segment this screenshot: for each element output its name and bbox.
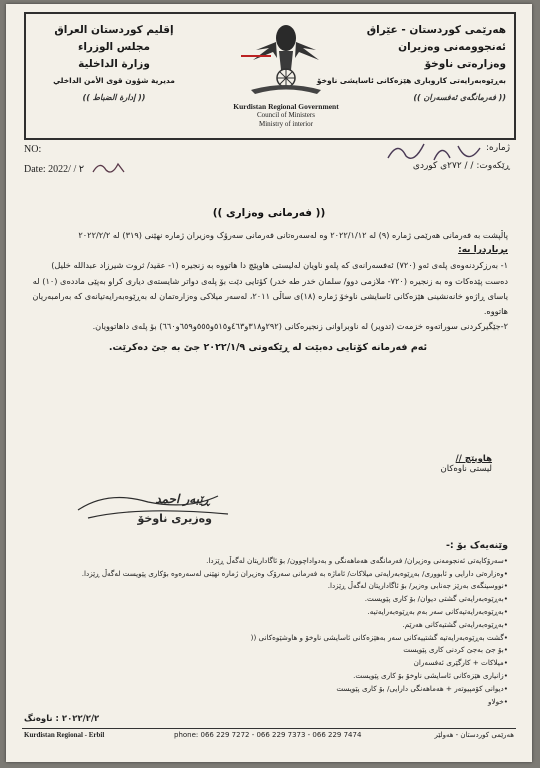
attachment-label: هاوپێچ // [455, 454, 492, 464]
footer-location: هەرێمی کوردستان - هەولێر [434, 731, 514, 739]
footer-organization: Kurdistan Regional - Erbil [24, 731, 105, 739]
signature-block [68, 488, 238, 532]
copy-recipient: • بەڕێوەبەرایەتی گشتی دیوان/ بۆ کاری پێویست. [28, 593, 508, 606]
copy-recipient: • بەڕێوەبەرایەتی گشتیەکانی هەرێم. [28, 619, 508, 632]
letterhead-kurdish [316, 22, 506, 106]
signature-scribble [68, 488, 238, 532]
copy-recipient: • گشت بەڕێوەبەرایەتیە گشتییەکانی سەر بەهێزەکانی ئاسایشی ناوخۆ و هاوشێوەکانی (( [28, 632, 508, 645]
document-page [6, 4, 532, 762]
letterhead-emblem [226, 18, 346, 129]
copies-heading: وێنەیەک بۆ :- [445, 540, 508, 551]
letterhead-office: (( إدارة الضباط )) [82, 93, 146, 102]
order-item-1: ١- بەرزکردنەوەی پلەی ئەو (٧٢٠) ئەفسەرانەی کە پلەو ناویان لەلیستی هاوپێچ دا هاتووە بە زنجیرە (١- عقيد/ ثروت شيرزاد عبدالله خليل) دەست پێدەکات وە بە زنجیرە (٧٢٠- ملازمی دوو/ سلمان خدر طه خدر) کۆتایی دێت بۆ پلەی دواتر شایستەی دیاری کراو بەپێی ماددەی (١٠) لە یاسای ڕاژەو خانەنشینی هێزەکانی ئاسایشی ناوخۆ ژمارە (١٨)ی ساڵی ٢٠١١، لەسەر میلاکی وەزارەتمان لە بەڕێوەبەرایەتیانەی کە بەرامبەریان هاتووە. [32, 260, 508, 317]
signatory-name: ڕێبەر احمد [155, 492, 210, 506]
date-field [24, 164, 84, 175]
signatory-title: وەزیری ناوخۆ [137, 512, 212, 525]
order-title: (( فەرمانی وەزاری )) [212, 207, 326, 219]
letterhead-english: Kurdistan Regional Government [233, 102, 339, 111]
rekawt-label: ڕێکەوت: [476, 161, 510, 171]
footer-phone: phone: 066 229 7272 - 066 229 7373 - 066 229 7474 [174, 731, 362, 739]
decided-heading: بڕیاردرا بە: [458, 245, 508, 256]
copy-recipient: • میلاکات + کارگێری ئەفسەران [28, 657, 508, 670]
letterhead-line: وەزارەتی ناوخۆ [424, 58, 506, 70]
copy-recipient: • دیوانی کۆمپیوتەر + هەماهەنگی دارایی/ بۆ کاری پێویست [28, 683, 508, 696]
letterhead-line: ئەنجوومەنی وەزیران [398, 41, 506, 53]
handwritten-date-mark [90, 158, 130, 178]
letterhead-line: هەرێمی کوردستان - عێراق [366, 24, 506, 36]
attachment-value: لیستی ناوەکان [440, 464, 492, 474]
date-label: Date: 2022/ [24, 164, 71, 175]
letterhead-directorate: بەڕێوەبەرایەتی کاروباری هێزەکانی ئاسایشی ناوخۆ [316, 76, 506, 85]
copy-recipient: • خولاو [28, 696, 508, 709]
copies-list [28, 540, 508, 708]
copy-recipient: • زانیاری هێزەکانی ئاسایشی ناوخۆ بۆ کاری پێویست. [28, 670, 508, 683]
letterhead-english: Council of Ministers [257, 111, 315, 119]
letterhead-arabic [34, 22, 194, 106]
letterhead-english: Ministry of interior [258, 120, 314, 128]
copy-recipient: • وەزارەتی دارایی و ئابووری/ بەڕێوەبەرایەتی میلاکات/ ئاماژە بە فەرمانی سەرۆک وەزیران ژمارە نهێنی لەسەرەوە بۆکاری پێویست لەگەڵ ڕێزدا. [28, 568, 508, 581]
order-body [28, 228, 508, 356]
order-item-2: ٢-جێگیرکردنی سوراتەوە خزمەت (تدوير) لە ناوبراوانی زنجیرەکانی (٢٩٢و٣١٨و٤٦٣و٥١٥و٥٥٥و٦٥٩و٦٦٠) بۆ پلەی داهاتوویان. [92, 321, 508, 332]
copy-recipient: • بۆ جێ بەجێ کردنی کاری پێویست [28, 644, 508, 657]
copy-recipient: • سەرۆکایەتی ئەنجومەنی وەزیران/ فەرمانگەی هەماهەنگی و بەدواداچوون/ بۆ ئاگاداریتان لەگەڵ ڕێزدا. [28, 555, 508, 568]
handwritten-number-mark [384, 136, 484, 166]
footer-divider [22, 728, 516, 729]
date-value: / ٢ [73, 164, 85, 175]
intro-paragraph: پاڵپشت بە فەرمانی هەرێمی ژمارە (٩) لە ٢٠٢٢/١/١٢ وە لەسەرەتانی فەرمانی سەرۆک وەزیران ژمارە نهێنی (٣١٩) لە ٢٠٢٢/٢/٢ [78, 230, 508, 240]
letterhead-office: (( فەرمانگەی ئەفسەران )) [413, 93, 506, 102]
document-code: ٢٠٢٢/٢/٢ : ناوەنگ [24, 714, 100, 724]
zhmara-label: ژمارە: [485, 143, 510, 153]
copy-recipient: • بەڕێوەبەرایەتیەکانی سەر بەم بەڕێوەبەرایەتیە. [28, 606, 508, 619]
closing-statement: ئەم فەرمانە کۆتایی دەبێت لە ڕێکەوتی ٢٠٢٢/١/٩ جێ بە جێ دەکرێت. [108, 342, 428, 354]
copy-recipient: • نووسینگەی بەرێز جەنابی وەزیر/ بۆ ئاگاداریتان لەگەڵ ڕێزدا. [28, 580, 508, 593]
kurdistan-emblem-icon [231, 18, 341, 98]
letterhead-line: إقليم كوردستان العراق [54, 24, 174, 36]
letterhead-line: وزارة الداخلية [78, 58, 150, 70]
letterhead-directorate: مديرية شؤون قوى الأمن الداخلي [53, 76, 175, 85]
letterhead [24, 12, 516, 140]
number-label: NO: [24, 144, 42, 155]
letterhead-line: مجلس الوزراء [77, 41, 151, 53]
attachment-block [441, 454, 492, 474]
rekawt-value: / / ٢٧٢ی کوردی [412, 161, 474, 171]
